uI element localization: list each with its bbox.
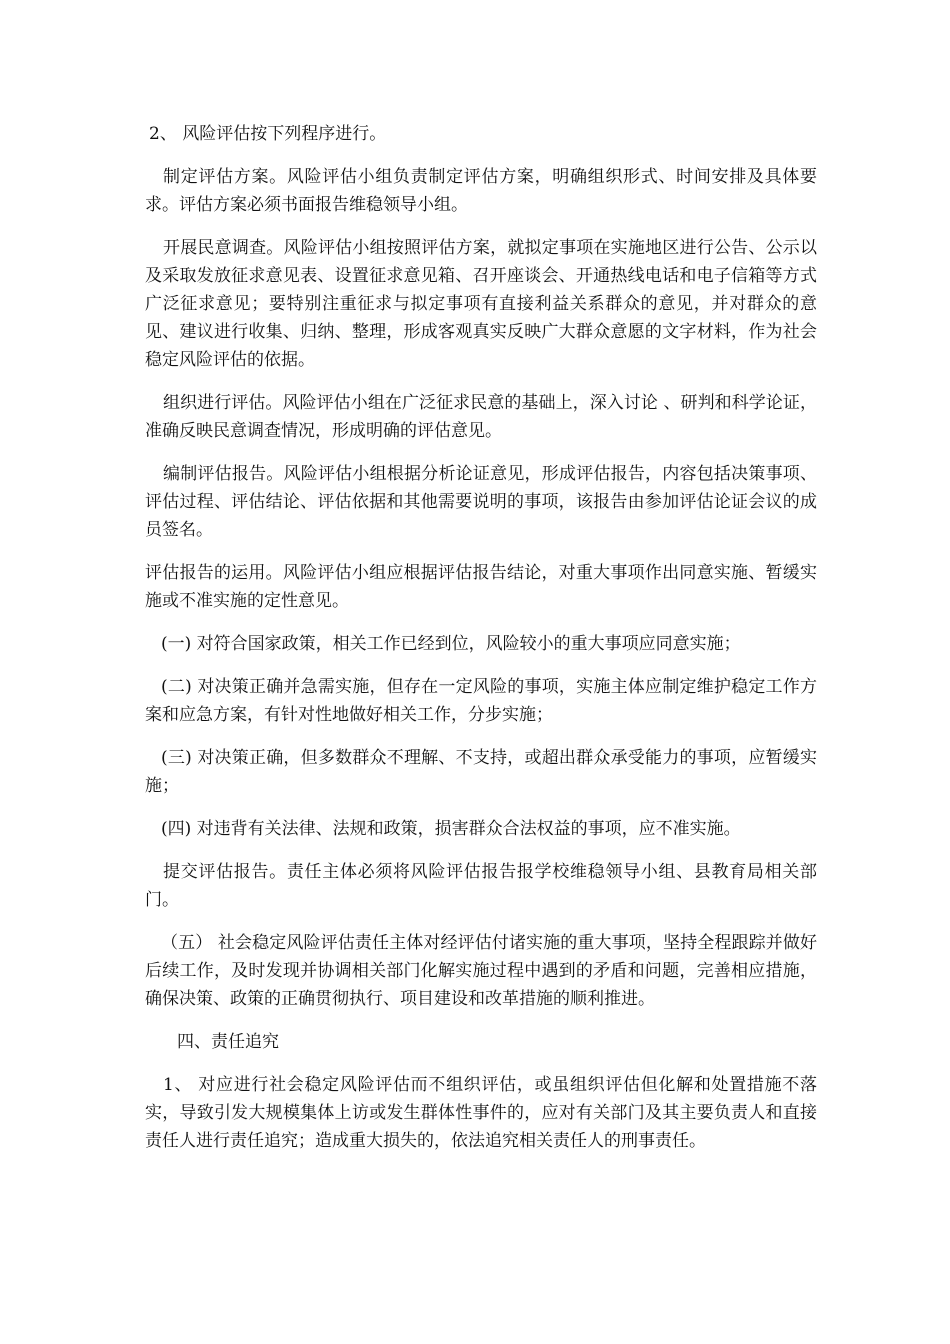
paragraph-submit-report: 提交评估报告。责任主体必须将风险评估报告报学校维稳领导小组、县教育局相关部门。 [145,862,817,910]
paragraph-item-4: (四) 对违背有关法律、法规和政策，损害群众合法权益的事项，应不准实施。 [161,819,741,839]
paragraph-item-3: (三) 对决策正确，但多数群众不理解、不支持，或超出群众承受能力的事项，应暂缓实施； [145,748,817,796]
section-heading-accountability: 四、责任追究 [177,1032,279,1052]
paragraph-report: 编制评估报告。风险评估小组根据分析论证意见，形成评估报告，内容包括决策事项、评估过程、评估结论、评估依据和其他需要说明的事项，该报告由参加评估论证会议的成员签名。 [145,464,817,540]
document-page [145,120,817,1155]
paragraph-survey: 开展民意调查。风险评估小组按照评估方案，就拟定事项在实施地区进行公告、公示以及采取发放征求意见表、设置征求意见箱、召开座谈会、开通热线电话和电子信箱等方式广泛征求意见；要特别注重征求与拟定事项有直接利益关系群众的意见，并对群众的意见、建议进行收集、归纳、整理，形成客观真实反映广大群众意愿的文字材料，作为社会稳定风险评估的依据。 [145,238,817,370]
paragraph-accountability-1: 1、 对应进行社会稳定风险评估而不组织评估，或虽组织评估但化解和处置措施不落实，导致引发大规模集体上访或发生群体性事件的，应对有关部门及其主要负责人和直接责任人进行责任追究；造成重大损失的，依法追究相关责任人的刑事责任。 [145,1075,817,1151]
paragraph-item-5: （五） 社会稳定风险评估责任主体对经评估付诸实施的重大事项，坚持全程跟踪并做好后续工作，及时发现并协调相关部门化解实施过程中遇到的矛盾和问题，完善相应措施，确保决策、政策的正确贯彻执行、项目建设和改革措施的顺利推进。 [145,933,817,1009]
paragraph-item-2: (二) 对决策正确并急需实施，但存在一定风险的事项，实施主体应制定维护稳定工作方案和应急方案，有针对性地做好相关工作，分步实施； [145,677,817,725]
paragraph-item-1: (一) 对符合国家政策，相关工作已经到位，风险较小的重大事项应同意实施； [161,634,741,654]
paragraph-procedure-heading: 2、 风险评估按下列程序进行。 [149,124,387,144]
paragraph-plan: 制定评估方案。风险评估小组负责制定评估方案，明确组织形式、时间安排及具体要求。评估方案必须书面报告维稳领导小组。 [145,167,817,215]
paragraph-assessment: 组织进行评估。风险评估小组在广泛征求民意的基础上，深入讨论 、研判和科学论证，准确反映民意调查情况，形成明确的评估意见。 [145,393,817,441]
paragraph-report-usage: 评估报告的运用。风险评估小组应根据评估报告结论，对重大事项作出同意实施、暂缓实施或不准实施的定性意见。 [145,563,817,611]
